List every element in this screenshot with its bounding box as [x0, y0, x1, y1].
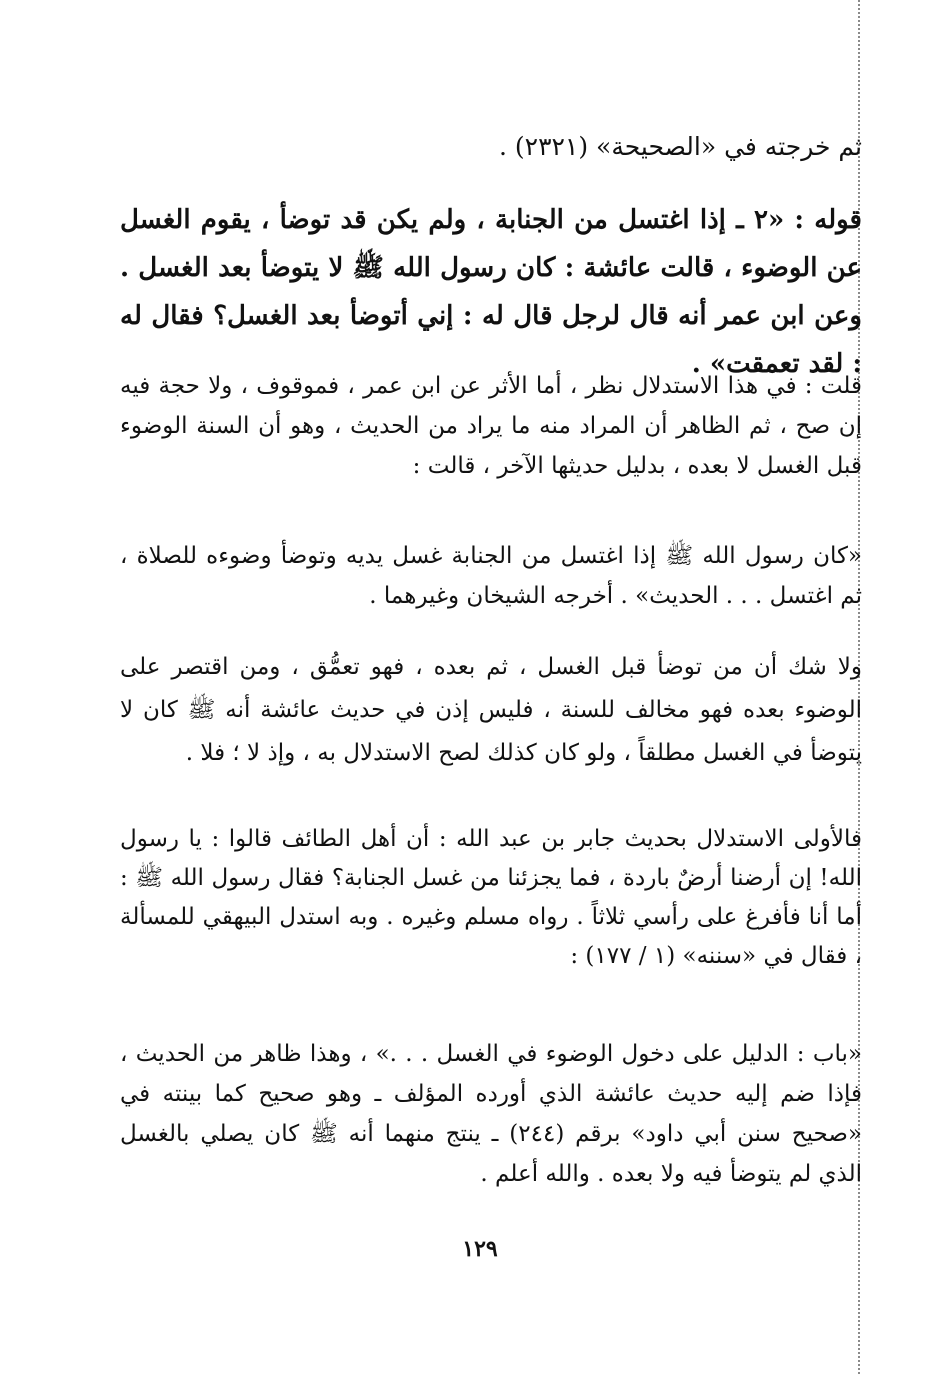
paragraph-5: «باب : الدليل على دخول الوضوء في الغسل . . .» ، وهذا ظاهر من الحديث ، فإذا ضم إليه حديث عائشة الذي أورده المؤلف ـ وهو صحيح كما بينته في «صحيح سنن أبي داود» برقم (٢٤٤) ـ ينتج منهما أنه ﷺ كان يصلي بالغسل الذي لم يتوضأ فيه ولا بعده . والله أعلم .	[120, 1041, 862, 1187]
page-number: ١٢٩	[462, 1236, 498, 1262]
paragraph-2: «كان رسول الله ﷺ إذا اغتسل من الجنابة غسل يديه وتوضأ وضوءه للصلاة ، ثم اغتسل . . . الحديث» . أخرجه الشيخان وغيرهما .	[120, 543, 862, 609]
quoted-text-bold: قوله : «٢ ـ إذا اغتسل من الجنابة ، ولم يكن قد توضأ ، يقوم الغسل عن الوضوء ، قالت عائشة : كان رسول الله ﷺ لا يتوضأ بعد الغسل . وعن ابن عمر أنه قال لرجل قال له : إني أتوضأ بعد الغسل؟ فقال له : لقد تعمقت» .	[120, 205, 862, 379]
intro-line: ثم خرجته في «الصحيحة» (٢٣٢١) .	[498, 132, 862, 161]
paragraph-4: فالأولى الاستدلال بحديث جابر بن عبد الله : أن أهل الطائف قالوا : يا رسول الله! إن أرضنا أرضٌ باردة ، فما يجزئنا من غسل الجنابة؟ فقال رسول الله ﷺ : أما أنا فأفرغ على رأسي ثلاثاً . رواه مسلم وغيره . وبه استدل البيهقي للمسألة ، فقال في «سننه» (١ / ١٧٧) :	[120, 826, 862, 969]
paragraph-3: ولا شك أن من توضأ قبل الغسل ، ثم بعده ، فهو تعمُّق ، ومن اقتصر على الوضوء بعده فهو مخالف للسنة ، فليس إذن في حديث عائشة أنه ﷺ كان لا يتوضأ في الغسل مطلقاً ، ولو كان كذلك لصح الاستدلال به ، وإذ لا ؛ فلا .	[120, 654, 862, 766]
paragraph-1: قلت : في هذا الاستدلال نظر ، أما الأثر عن ابن عمر ، فموقوف ، ولا حجة فيه إن صح ، ثم الظاهر أن المراد منه ما يراد من الحديث ، وهو أن السنة الوضوء قبل الغسل لا بعده ، بدليل حديثها الآخر ، قالت :	[120, 373, 862, 479]
